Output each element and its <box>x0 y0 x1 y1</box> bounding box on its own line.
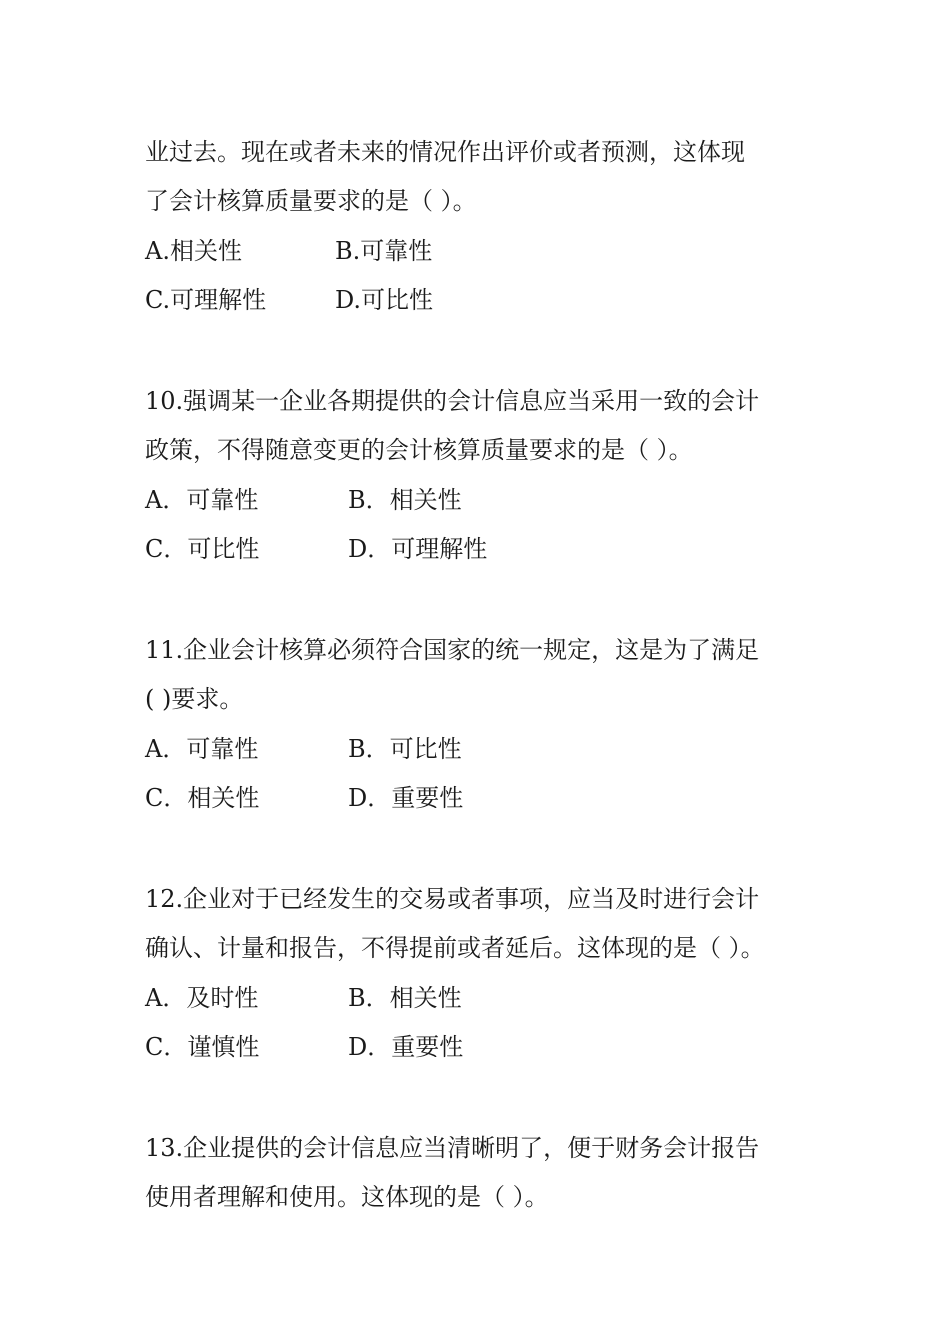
question-12-option-c: C．谨慎性 <box>145 1033 260 1061</box>
question-9-line-1: 业过去。现在或者未来的情况作出评价或者预测，这体现 <box>145 138 745 166</box>
question-12-line-1: 12.企业对于已经发生的交易或者事项，应当及时进行会计 <box>145 885 760 913</box>
question-12-option-d: D．重要性 <box>348 1033 464 1061</box>
question-10-line-2: 政策，不得随意变更的会计核算质量要求的是（ ）。 <box>145 436 693 464</box>
question-12-line-2: 确认、计量和报告，不得提前或者延后。这体现的是（ ）。 <box>145 934 765 962</box>
question-10-option-d: D．可理解性 <box>348 535 488 563</box>
question-11-option-c: C．相关性 <box>145 784 260 812</box>
question-9-option-d: D.可比性 <box>335 286 434 314</box>
question-13-line-2: 使用者理解和使用。这体现的是（ ）。 <box>145 1183 549 1211</box>
question-9-line-2: 了会计核算质量要求的是（ ）。 <box>145 187 477 215</box>
question-12-option-a: A．及时性 <box>145 984 259 1012</box>
question-9-option-c: C.可理解性 <box>145 286 267 314</box>
question-11-option-d: D．重要性 <box>348 784 464 812</box>
question-10-option-b: B．相关性 <box>348 486 462 514</box>
question-12-option-b: B．相关性 <box>348 984 462 1012</box>
question-9-option-a: A.相关性 <box>145 237 242 265</box>
question-10-line-1: 10.强调某一企业各期提供的会计信息应当采用一致的会计 <box>145 387 760 415</box>
question-11-option-a: A．可靠性 <box>145 735 259 763</box>
question-11-option-b: B．可比性 <box>348 735 462 763</box>
question-9-option-b: B.可靠性 <box>335 237 433 265</box>
question-11-line-1: 11.企业会计核算必须符合国家的统一规定，这是为了满足 <box>145 636 760 664</box>
question-13-line-1: 13.企业提供的会计信息应当清晰明了，便于财务会计报告 <box>145 1134 760 1162</box>
question-10-option-a: A．可靠性 <box>145 486 259 514</box>
question-10-option-c: C．可比性 <box>145 535 260 563</box>
question-11-line-2: ( )要求。 <box>145 685 244 713</box>
